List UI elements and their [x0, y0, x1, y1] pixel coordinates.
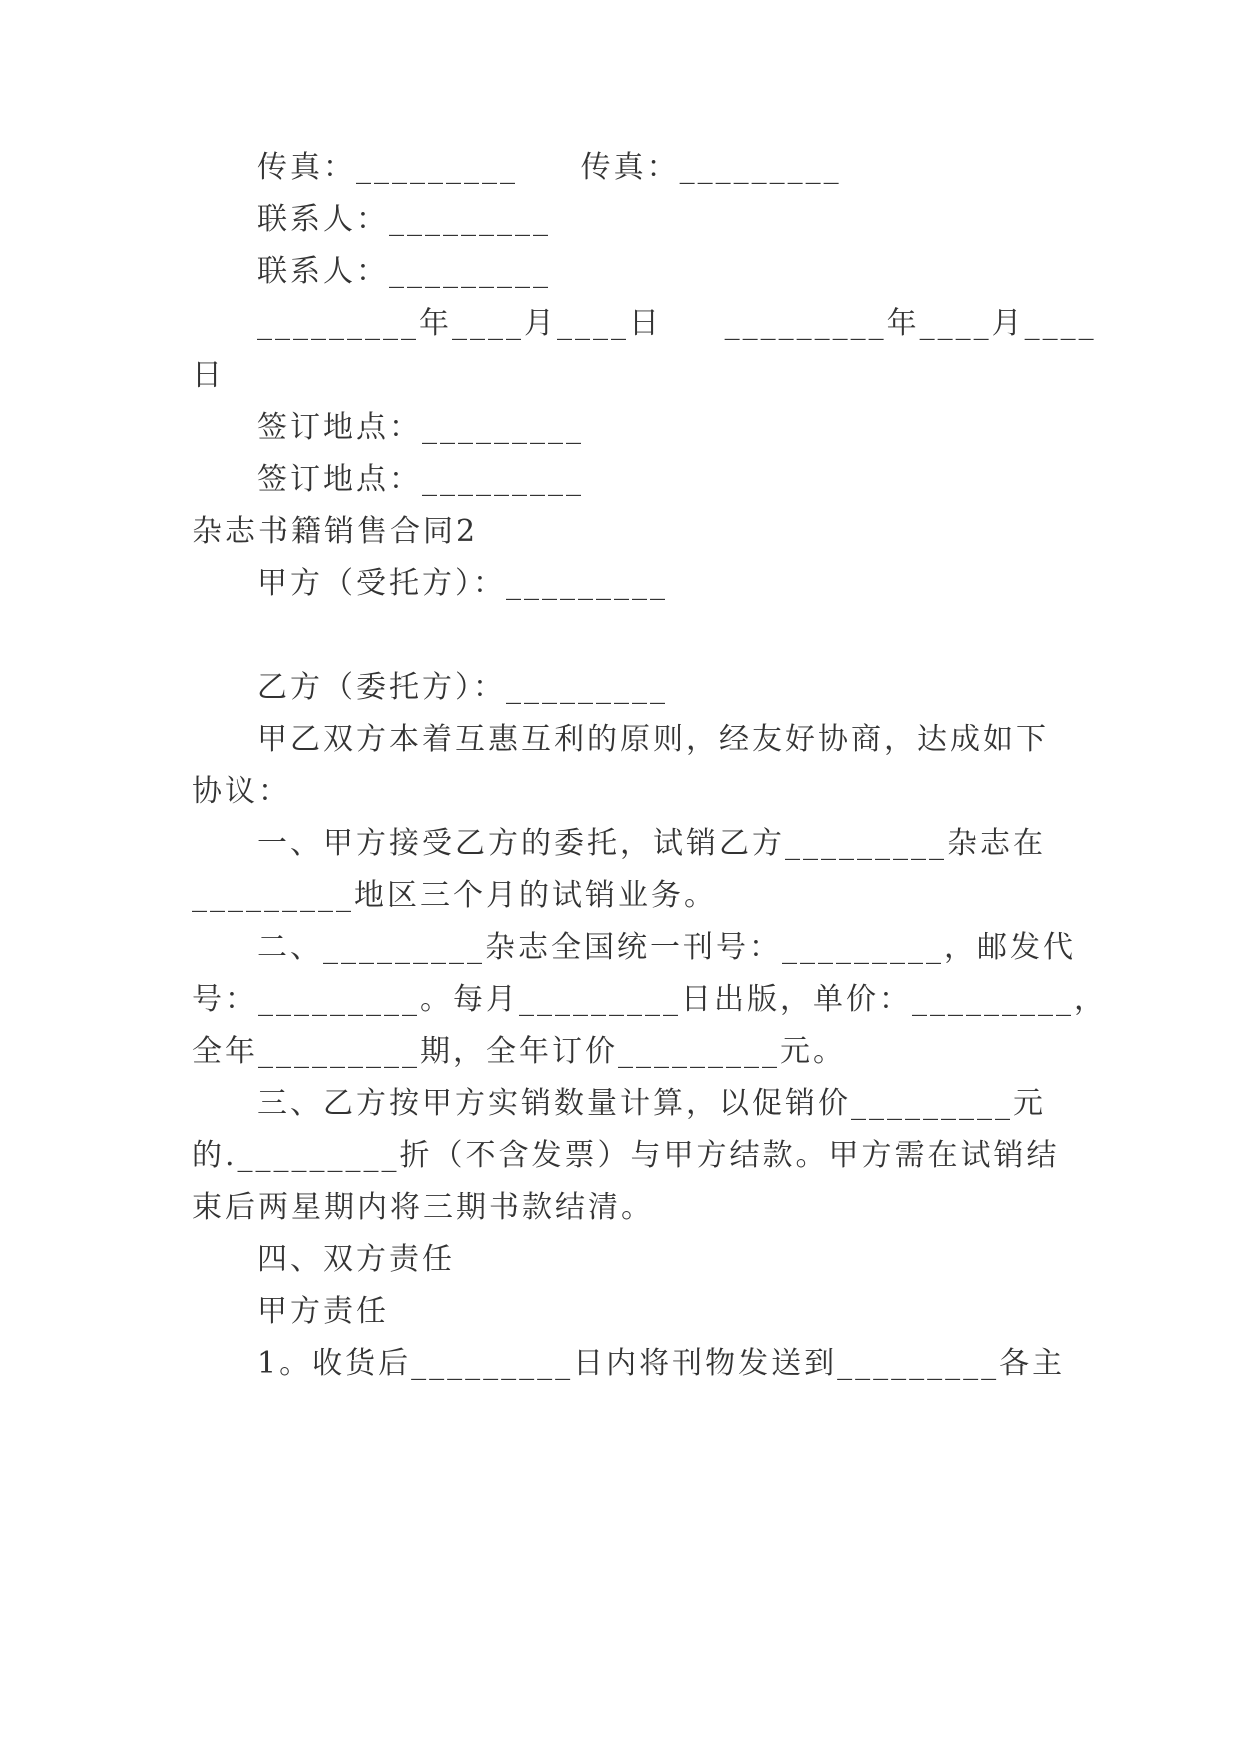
sign-place-b: 签订地点：_________ — [257, 462, 584, 497]
intro-paragraph: 甲乙双方本着互惠互利的原则，经友好协商，达成如下 — [257, 722, 1049, 757]
clause-1-cont: _________地区三个月的试销业务。 — [192, 878, 717, 913]
contact-line-b: 联系人：_________ — [257, 254, 551, 289]
clause-1: 一、甲方接受乙方的委托，试销乙方_________杂志在 — [257, 826, 1046, 861]
clause-4-heading: 四、双方责任 — [257, 1242, 455, 1277]
contact-line-a: 联系人：_________ — [257, 202, 551, 237]
clause-3-cont2: 束后两星期内将三期书款结清。 — [192, 1190, 654, 1225]
duty-item-1: 1。收货后_________日内将刊物发送到_________各主 — [257, 1346, 1066, 1381]
clause-3-cont: 的._________折（不含发票）与甲方结款。甲方需在试销结 — [192, 1138, 1060, 1173]
clause-2-cont2: 全年_________期，全年订价_________元。 — [192, 1034, 846, 1069]
clause-2: 二、_________杂志全国统一刊号：_________，邮发代 — [257, 930, 1076, 965]
clause-2-cont: 号：_________。每月_________日出版，单价：_________， — [192, 982, 1107, 1017]
clause-3: 三、乙方按甲方实销数量计算，以促销价_________元 — [257, 1086, 1046, 1121]
date-line-cont: 日 — [192, 358, 225, 393]
fax-line: 传真：_________ 传真：_________ — [257, 150, 842, 185]
party-a-duties-heading: 甲方责任 — [257, 1294, 389, 1329]
section-title: 杂志书籍销售合同2 — [192, 514, 479, 549]
date-line: _________年____月____日 _________年____月____ — [257, 306, 1097, 341]
party-a-line: 甲方（受托方）：_________ — [257, 566, 668, 601]
sign-place-a: 签订地点：_________ — [257, 410, 584, 445]
party-b-line: 乙方（委托方）：_________ — [257, 670, 668, 705]
intro-paragraph-cont: 协议： — [192, 774, 291, 809]
